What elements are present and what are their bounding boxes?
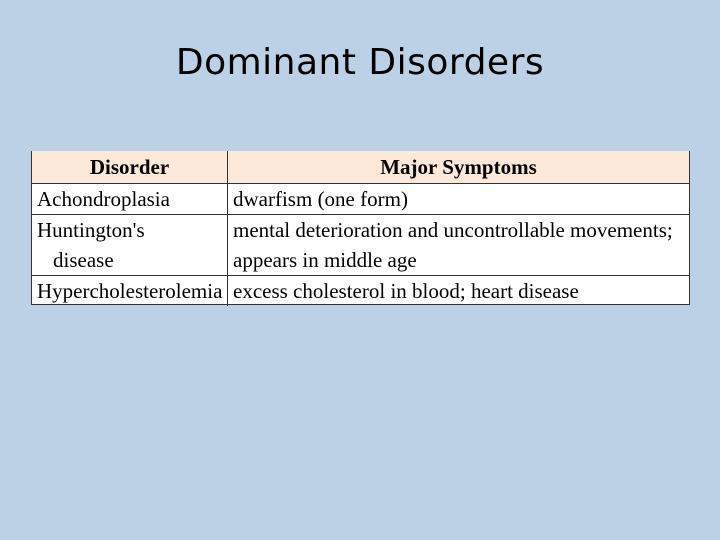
disorder-name: Achondroplasia — [37, 187, 170, 211]
table-row — [32, 215, 689, 276]
symptoms-text-continued: appears in middle age — [233, 248, 417, 272]
header-major-symptoms: Major Symptoms — [228, 151, 690, 184]
slide-title: Dominant Disorders — [175, 42, 545, 83]
disorder-name: Huntington's — [37, 218, 145, 242]
table-row — [32, 184, 689, 215]
symptoms-cell — [228, 184, 690, 215]
disorders-table-grid — [32, 151, 689, 306]
disorder-cell — [32, 215, 228, 276]
disorder-name-continued: disease — [53, 248, 114, 272]
table-header-row — [32, 151, 689, 184]
disorder-name: Hypercholesterolemia — [37, 279, 223, 303]
disorder-cell — [32, 276, 228, 307]
symptoms-text: dwarfism (one form) — [233, 187, 408, 211]
symptoms-text: excess cholesterol in blood; heart disease — [233, 279, 579, 303]
symptoms-cell — [228, 276, 690, 307]
symptoms-cell — [228, 215, 690, 276]
header-disorder: Disorder — [32, 151, 228, 184]
disorders-table — [31, 151, 690, 305]
disorder-cell — [32, 184, 228, 215]
table-row — [32, 276, 689, 307]
symptoms-text: mental deterioration and uncontrollable movements; — [233, 218, 673, 242]
